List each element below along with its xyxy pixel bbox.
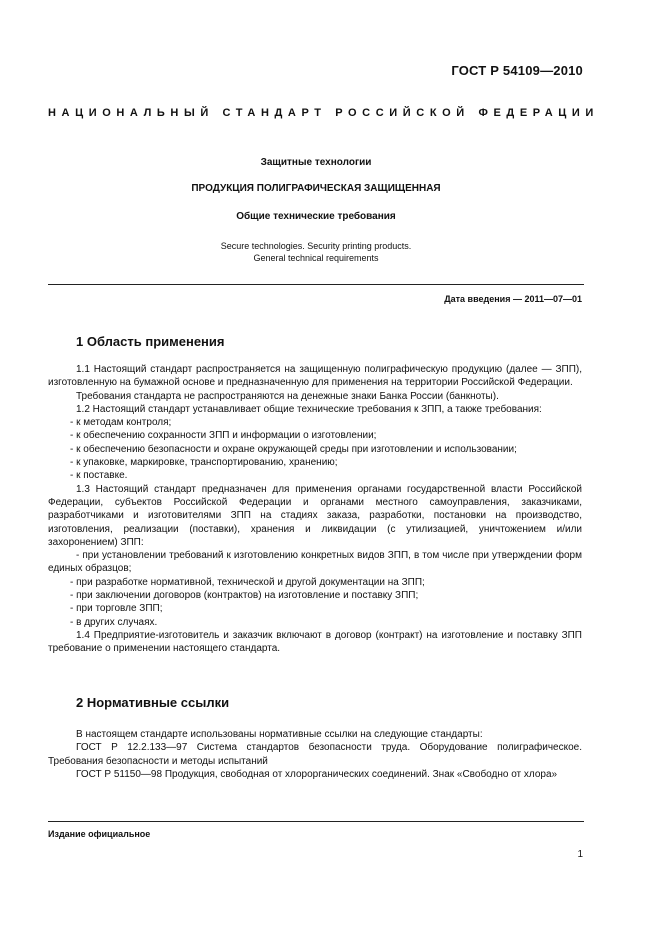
title-english (48, 240, 584, 264)
footer-divider (48, 821, 584, 822)
list-item: - при разработке нормативной, технической и другой документации на ЗПП; (70, 576, 425, 588)
title-topic: Защитные технологии (260, 157, 372, 168)
page-number: 1 (577, 849, 583, 860)
section-body-references (48, 728, 582, 781)
list-item: - к упаковке, маркировке, транспортированию, хранению; (70, 457, 338, 469)
title-main: ПРОДУКЦИЯ ПОЛИГРАФИЧЕСКАЯ ЗАЩИЩЕННАЯ (191, 183, 441, 194)
list-item: - при установлении требований к изготовлению конкретных видов ЗПП, в том числе при утверждении форм единых образцов; (48, 550, 582, 575)
list-item: - к методам контроля; (70, 417, 172, 429)
official-edition-label: Издание официальное (48, 829, 151, 839)
paragraph: 1.1 Настоящий стандарт распространяется на защищенную полиграфическую продукцию (далее — ЗПП), изготовленную на бумажной основе и предназначенную для применения на территории Российской Федерации. (48, 364, 582, 389)
paragraph: В настоящем стандарте использованы нормативные ссылки на следующие стандарты: (76, 729, 483, 740)
section-body-scope (48, 363, 582, 656)
effective-date: Дата введения — 2011—07—01 (444, 294, 582, 304)
section-heading-references: 2 Нормативные ссылки (76, 695, 230, 710)
paragraph: 1.3 Настоящий стандарт предназначен для применения органами государственной власти Российской Федерации, субъектов Российской Федерации и органами местного самоуправления, заказчиками, разработчиками и изготовителями ЗПП на стадиях заказа, разработки, постановки на производство, изготовления, реализации (поставки), хранения и ликвидации (с утилизацией, уничтожением и/или захоронением) ЗПП: (48, 483, 582, 548)
paragraph: 1.4 Предприятие-изготовитель и заказчик включают в договор (контракт) на изготовление и поставку ЗПП требование о применении настоящего стандарта. (48, 629, 582, 655)
section-heading-scope: 1 Область применения (76, 334, 225, 349)
list-item: - при торговле ЗПП; (70, 603, 163, 615)
paragraph: 1.2 Настоящий стандарт устанавливает общие технические требования к ЗПП, а также требования: (76, 403, 542, 415)
list-item: - к поставке. (70, 470, 128, 482)
list-item: - при заключении договоров (контрактов) на изготовление и поставку ЗПП; (70, 590, 419, 602)
title-subtitle: Общие технические требования (236, 211, 396, 222)
title-english-line1: Secure technologies. Security printing products. (220, 241, 412, 251)
title-english-line2: General technical requirements (253, 253, 379, 263)
reference-item: ГОСТ Р 12.2.133—97 Система стандартов безопасности труда. Оборудование полиграфическое. Требования безопасности и методы испытаний (48, 742, 582, 767)
reference-item: ГОСТ Р 51150—98 Продукция, свободная от хлорорганических соединений. Знак «Свободно от хлора» (76, 768, 558, 780)
list-item: - в других случаях. (70, 616, 158, 628)
list-item: - к обеспечению сохранности ЗПП и информации о изготовлении; (70, 430, 377, 442)
standard-banner: НАЦИОНАЛЬНЫЙ СТАНДАРТ РОССИЙСКОЙ ФЕДЕРАЦИИ (48, 107, 599, 119)
document-number: ГОСТ Р 54109—2010 (451, 63, 583, 78)
title-divider (48, 284, 584, 285)
list-item: - к обеспечению безопасности и охране окружающей среды при изготовлении и использовании; (70, 443, 517, 455)
paragraph: Требования стандарта не распространяются на денежные знаки Банка России (банкноты). (76, 390, 499, 402)
